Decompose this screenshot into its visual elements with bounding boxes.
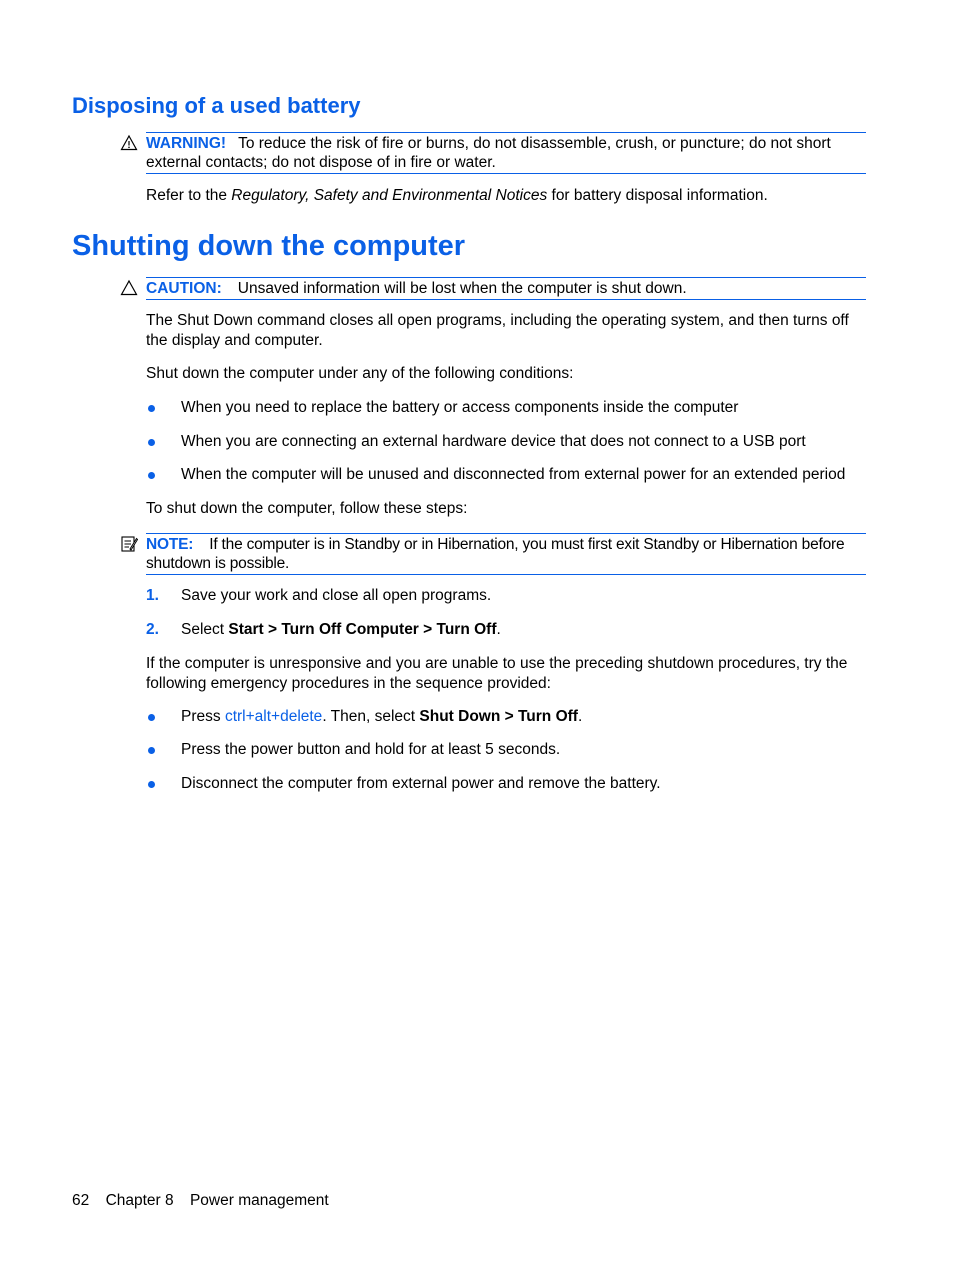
emergency-middle: . Then, select bbox=[322, 708, 420, 725]
emergency-menu-path: Shut Down > Turn Off bbox=[419, 708, 578, 725]
note-label: NOTE: bbox=[146, 536, 194, 553]
bullet-icon bbox=[148, 472, 155, 479]
bullet-icon bbox=[148, 781, 155, 788]
caution-text: Unsaved information will be lost when the computer is shut down. bbox=[237, 280, 687, 297]
emergency-prefix: Press bbox=[181, 708, 225, 725]
bullet-icon bbox=[148, 405, 155, 412]
chapter-label: Chapter 8 bbox=[105, 1192, 174, 1209]
intro-paragraph: The Shut Down command closes all open programs, including the operating system, and then turns off the display and computer. bbox=[146, 312, 849, 349]
emergency-intro: If the computer is unresponsive and you are unable to use the preceding shutdown procedures, try the following emergency procedures in the sequence provided: bbox=[146, 655, 848, 692]
emergency-text: Disconnect the computer from external power and remove the battery. bbox=[181, 775, 661, 792]
refer-suffix: for battery disposal information. bbox=[547, 187, 768, 204]
note-icon bbox=[120, 535, 138, 553]
emergency-text bbox=[181, 707, 582, 727]
step-number: 2. bbox=[146, 621, 159, 638]
step-text: Save your work and close all open programs. bbox=[181, 587, 492, 604]
refer-paragraph bbox=[146, 186, 868, 206]
step-prefix: Select bbox=[181, 621, 229, 638]
bullet-icon bbox=[148, 439, 155, 446]
emergency-suffix: . bbox=[577, 708, 583, 725]
section-heading-disposing: Disposing of a used battery bbox=[72, 93, 361, 118]
warning-text: To reduce the risk of fire or burns, do not disassemble, crush, or puncture; do not short external contacts; do not dispose of in fire or water. bbox=[146, 135, 831, 171]
step-text bbox=[181, 620, 501, 640]
condition-text: When you need to replace the battery or access components inside the computer bbox=[181, 399, 739, 416]
warning-label: WARNING! bbox=[146, 135, 227, 152]
chapter-title: Power management bbox=[189, 1192, 329, 1209]
note-notice bbox=[146, 533, 866, 575]
warning-notice bbox=[146, 132, 866, 174]
conditions-intro: Shut down the computer under any of the following conditions: bbox=[146, 365, 574, 382]
condition-text: When the computer will be unused and disconnected from external power for an extended period bbox=[181, 466, 846, 483]
note-text: If the computer is in Standby or in Hibernation, you must first exit Standby or Hibernation before shutdown is possible. bbox=[146, 536, 845, 572]
refer-document-title: Regulatory, Safety and Environmental Notices bbox=[231, 187, 548, 204]
step-number: 1. bbox=[146, 587, 159, 604]
page-footer bbox=[72, 1192, 341, 1210]
step-menu-path: Start > Turn Off Computer > Turn Off bbox=[228, 621, 497, 638]
bullet-icon bbox=[148, 714, 155, 721]
section-heading-shutting-down: Shutting down the computer bbox=[72, 230, 466, 262]
step-suffix: . bbox=[496, 621, 501, 638]
caution-label: CAUTION: bbox=[146, 280, 222, 297]
key-combo: ctrl+alt+delete bbox=[224, 708, 323, 725]
steps-intro: To shut down the computer, follow these steps: bbox=[146, 500, 468, 517]
condition-text: When you are connecting an external hardware device that does not connect to a USB port bbox=[181, 433, 806, 450]
refer-prefix: Refer to the bbox=[146, 187, 232, 204]
emergency-text: Press the power button and hold for at least 5 seconds. bbox=[181, 741, 561, 758]
caution-triangle-icon bbox=[120, 279, 138, 297]
page-number: 62 bbox=[72, 1192, 90, 1209]
warning-triangle-icon bbox=[120, 134, 138, 152]
caution-notice bbox=[146, 277, 866, 300]
bullet-icon bbox=[148, 747, 155, 754]
